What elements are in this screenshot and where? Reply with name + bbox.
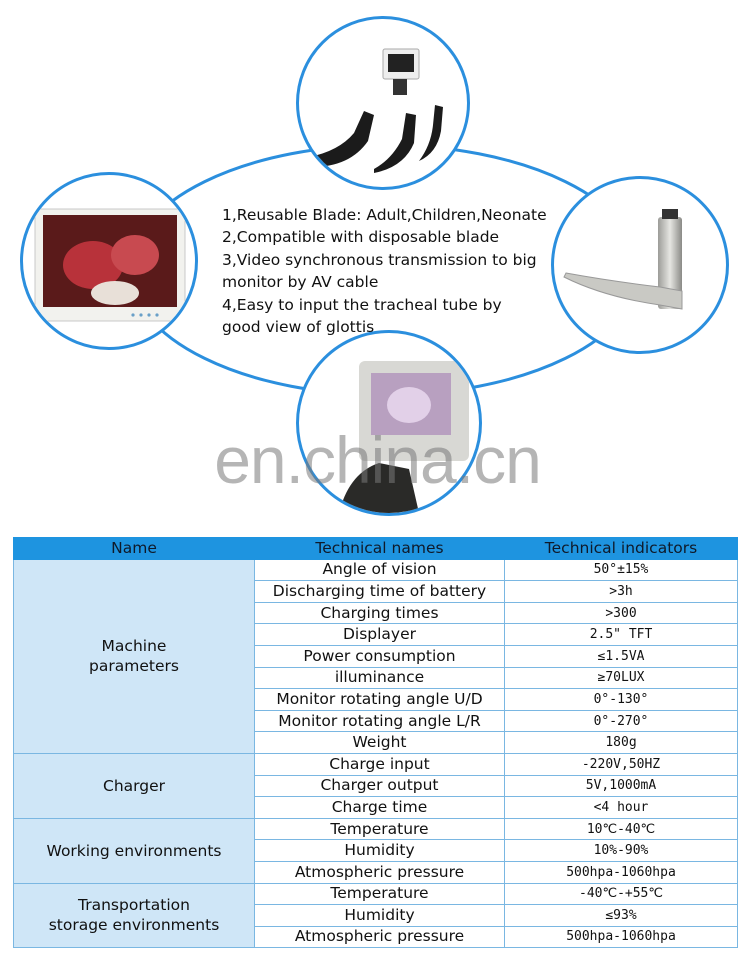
value-cell: 10%-90% (505, 840, 738, 862)
monitor-image (20, 172, 198, 350)
value-cell: 50°±15% (505, 559, 738, 581)
parameter-cell: Temperature (255, 818, 505, 840)
parameter-cell: Monitor rotating angle U/D (255, 689, 505, 711)
value-cell: ≤93% (505, 905, 738, 927)
steel-blade-image (551, 176, 729, 354)
value-cell: 10℃-40℃ (505, 818, 738, 840)
value-cell: >3h (505, 581, 738, 603)
value-cell: 2.5" TFT (505, 624, 738, 646)
spec-body (14, 559, 738, 948)
parameter-cell: Atmospheric pressure (255, 861, 505, 883)
group-name-line: parameters (89, 657, 179, 676)
parameter-cell: Charge input (255, 753, 505, 775)
feature-line: 4,Easy to input the tracheal tube by (222, 295, 502, 314)
parameter-cell: Temperature (255, 883, 505, 905)
parameter-cell: Humidity (255, 905, 505, 927)
group-name-cell (14, 559, 255, 753)
table-row (14, 559, 738, 581)
value-cell: 180g (505, 732, 738, 754)
value-cell: >300 (505, 602, 738, 624)
parameter-cell: Weight (255, 732, 505, 754)
parameter-cell: Charger output (255, 775, 505, 797)
value-cell: <4 hour (505, 797, 738, 819)
parameter-cell: Charge time (255, 797, 505, 819)
feature-line: monitor by AV cable (222, 273, 379, 292)
value-cell: 500hpa-1060hpa (505, 861, 738, 883)
parameter-cell: Displayer (255, 624, 505, 646)
parameter-cell: Charging times (255, 602, 505, 624)
blades-image (296, 16, 470, 190)
feature-list (222, 204, 562, 338)
group-name-line: Charger (103, 776, 165, 795)
feature-line: good view of glottis (222, 318, 375, 337)
table-header-row (14, 538, 738, 560)
value-cell: 0°-130° (505, 689, 738, 711)
spec-table (13, 537, 738, 948)
table-row (14, 883, 738, 905)
parameter-cell: Discharging time of battery (255, 581, 505, 603)
table-row (14, 818, 738, 840)
value-cell: -220V,50HZ (505, 753, 738, 775)
group-name-line: Machine (101, 637, 167, 656)
feature-line: 3,Video synchronous transmission to big (222, 250, 537, 269)
parameter-cell: Atmospheric pressure (255, 926, 505, 948)
value-cell: 500hpa-1060hpa (505, 926, 738, 948)
group-name-cell (14, 883, 255, 948)
group-name-line: Transportation (78, 896, 190, 915)
parameter-cell: Power consumption (255, 645, 505, 667)
header-technical-indicators: Technical indicators (505, 538, 738, 560)
value-cell: 0°-270° (505, 710, 738, 732)
feature-line: 1,Reusable Blade: Adult,Children,Neonate (222, 206, 547, 224)
parameter-cell: illuminance (255, 667, 505, 689)
parameter-cell: Monitor rotating angle L/R (255, 710, 505, 732)
parameter-cell: Humidity (255, 840, 505, 862)
table-row (14, 753, 738, 775)
value-cell: -40℃-+55℃ (505, 883, 738, 905)
feature-line: 2,Compatible with disposable blade (222, 228, 500, 247)
group-name-line: Working environments (46, 841, 222, 860)
group-name-cell (14, 753, 255, 818)
value-cell: 5V,1000mA (505, 775, 738, 797)
parameter-cell: Angle of vision (255, 559, 505, 581)
value-cell: ≥70LUX (505, 667, 738, 689)
header-technical-names: Technical names (255, 538, 505, 560)
group-name-line: storage environments (48, 916, 220, 935)
value-cell: ≤1.5VA (505, 645, 738, 667)
group-name-cell (14, 818, 255, 883)
header-name: Name (14, 538, 255, 560)
watermark-text: en.china.cn (214, 423, 541, 497)
